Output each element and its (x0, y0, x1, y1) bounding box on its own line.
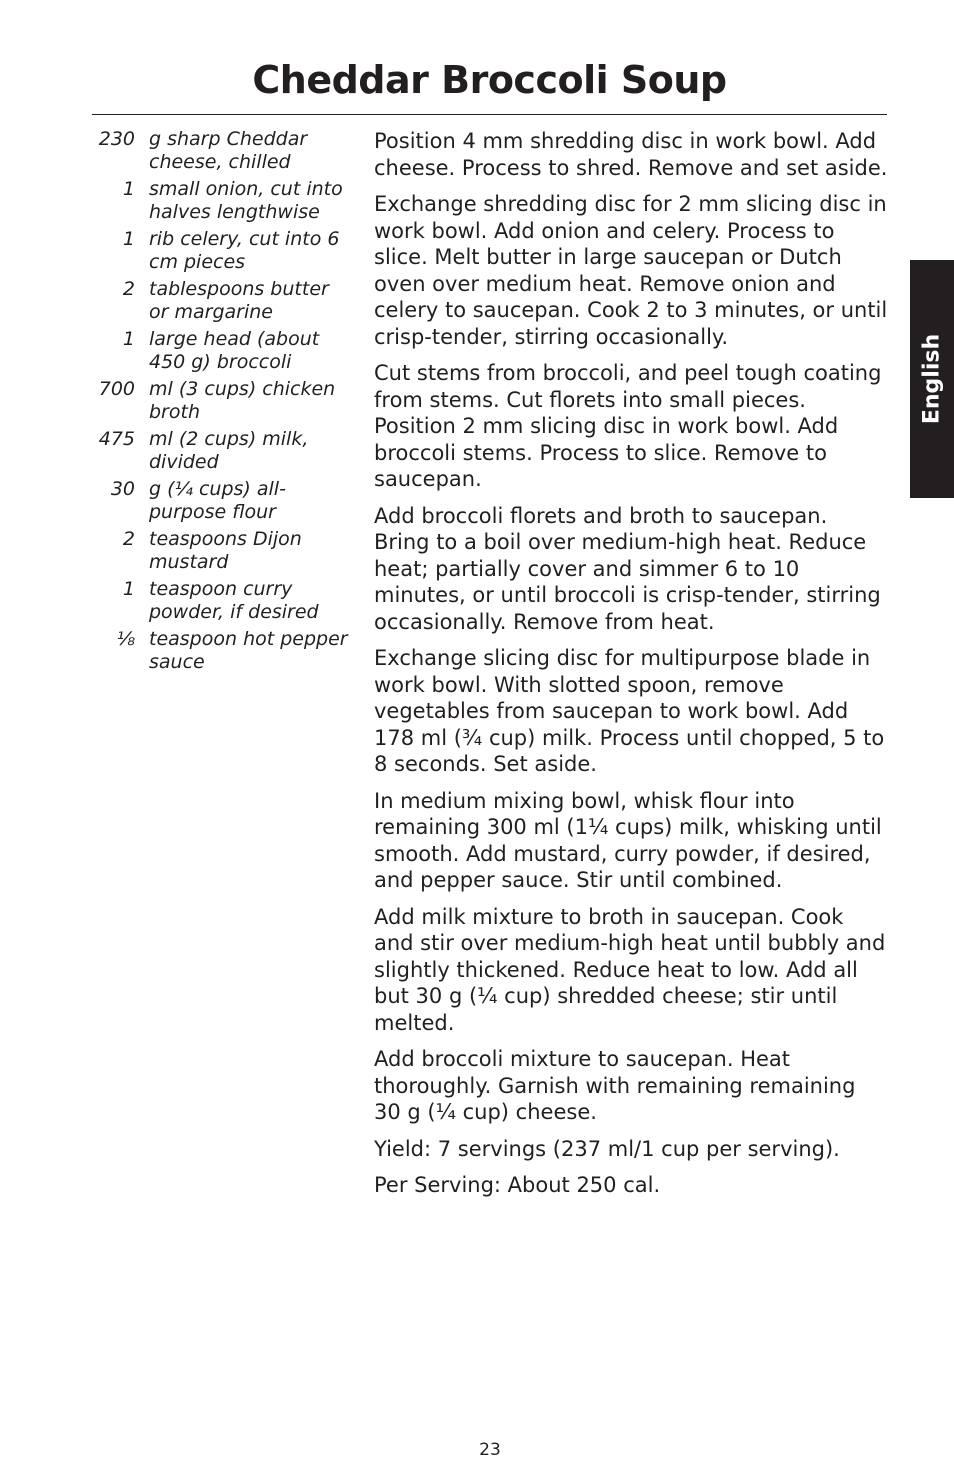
direction-step: Add broccoli florets and broth to saucepan. Bring to a boil over medium-high heat. Reduce heat; partially cover and simmer 6 to 10 minutes, or until broccoli is crisp-tender, stirring occasionally. Remove from heat. (374, 503, 881, 634)
directions (374, 128, 888, 1209)
ingredient-item (92, 228, 354, 274)
ingredient-text: teaspoon hot pepper sauce (149, 628, 348, 673)
ingredient-text: teaspoons Dijon mustard (149, 528, 302, 573)
yield-text: Yield: 7 servings (237 ml/1 cup per serving). (374, 1136, 840, 1161)
language-tab-label: English (919, 333, 945, 425)
ingredient-text: ml (2 cups) milk, divided (149, 428, 309, 473)
recipe-title: Cheddar Broccoli Soup (252, 58, 727, 102)
ingredient-item (92, 278, 354, 324)
language-tab (910, 260, 954, 498)
ingredient-text: teaspoon curry powder, if desired (149, 578, 319, 623)
ingredient-text: rib celery, cut into 6 cm pieces (149, 228, 340, 273)
direction-step: Add broccoli mixture to saucepan. Heat thoroughly. Garnish with remaining remaining 30 g (¼ cup) cheese. (374, 1047, 856, 1124)
direction-step: In medium mixing bowl, whisk flour into remaining 300 ml (1¼ cups) milk, whisking until smooth. Add mustard, curry powder, if desired, and pepper sauce. Stir until combined. (374, 788, 882, 892)
direction-step: Cut stems from broccoli, and peel tough coating from stems. Cut florets into small pieces. Position 2 mm slicing disc in work bowl. Add broccoli stems. Process to slice. Remove to saucepan. (374, 361, 882, 491)
ingredient-text: g (¼ cups) all-purpose flour (149, 478, 286, 523)
ingredient-quantity: 1 (122, 178, 135, 200)
direction-step: Add milk mixture to broth in saucepan. Cook and stir over medium-high heat until bubbly and slightly thickened. Reduce heat to low. Add all but 30 g (¼ cup) shredded cheese; stir until melted. (374, 904, 886, 1035)
ingredient-quantity: 1 (122, 328, 135, 350)
ingredient-quantity: 475 (98, 428, 135, 450)
ingredient-text: large head (about 450 g) broccoli (149, 328, 320, 373)
ingredient-text: g sharp Cheddar cheese, chilled (149, 128, 308, 173)
ingredient-item (92, 328, 354, 374)
ingredient-quantity: 1 (122, 578, 135, 600)
ingredient-item (92, 478, 354, 524)
ingredient-quantity: ⅛ (116, 628, 135, 650)
ingredient-item (92, 428, 354, 474)
ingredient-quantity: 230 (98, 128, 135, 150)
ingredient-item (92, 628, 354, 674)
ingredient-quantity: 2 (122, 528, 135, 550)
ingredient-quantity: 30 (110, 478, 135, 500)
ingredient-quantity: 700 (98, 378, 135, 400)
ingredient-item (92, 178, 354, 224)
ingredient-item (92, 128, 354, 174)
ingredient-text: ml (3 cups) chicken broth (149, 378, 336, 423)
direction-step: Exchange slicing disc for multipurpose blade in work bowl. With slotted spoon, remove vegetables from saucepan to work bowl. Add 178 ml (¾ cup) milk. Process until chopped, 5 to 8 seconds. Set aside. (374, 646, 885, 776)
ingredient-item (92, 578, 354, 624)
page-number: 23 (479, 1440, 501, 1460)
direction-step: Exchange shredding disc for 2 mm slicing disc in work bowl. Add onion and celery. Process to slice. Melt butter in large saucepan or Dutch oven over medium heat. Remove onion and celery to saucepan. Cook 2 to 3 minutes, or until crisp-tender, stirring occasionally. (374, 192, 888, 349)
nutrition-text: Per Serving: About 250 cal. (374, 1173, 661, 1197)
ingredient-text: small onion, cut into halves lengthwise (149, 178, 343, 223)
ingredient-quantity: 1 (122, 228, 135, 250)
title-divider (92, 114, 887, 115)
direction-step: Position 4 mm shredding disc in work bowl. Add cheese. Process to shred. Remove and set aside. (374, 129, 888, 180)
ingredient-item (92, 378, 354, 424)
ingredient-list (92, 128, 354, 678)
ingredient-item (92, 528, 354, 574)
ingredient-text: tablespoons butter or margarine (149, 278, 329, 323)
ingredient-quantity: 2 (122, 278, 135, 300)
